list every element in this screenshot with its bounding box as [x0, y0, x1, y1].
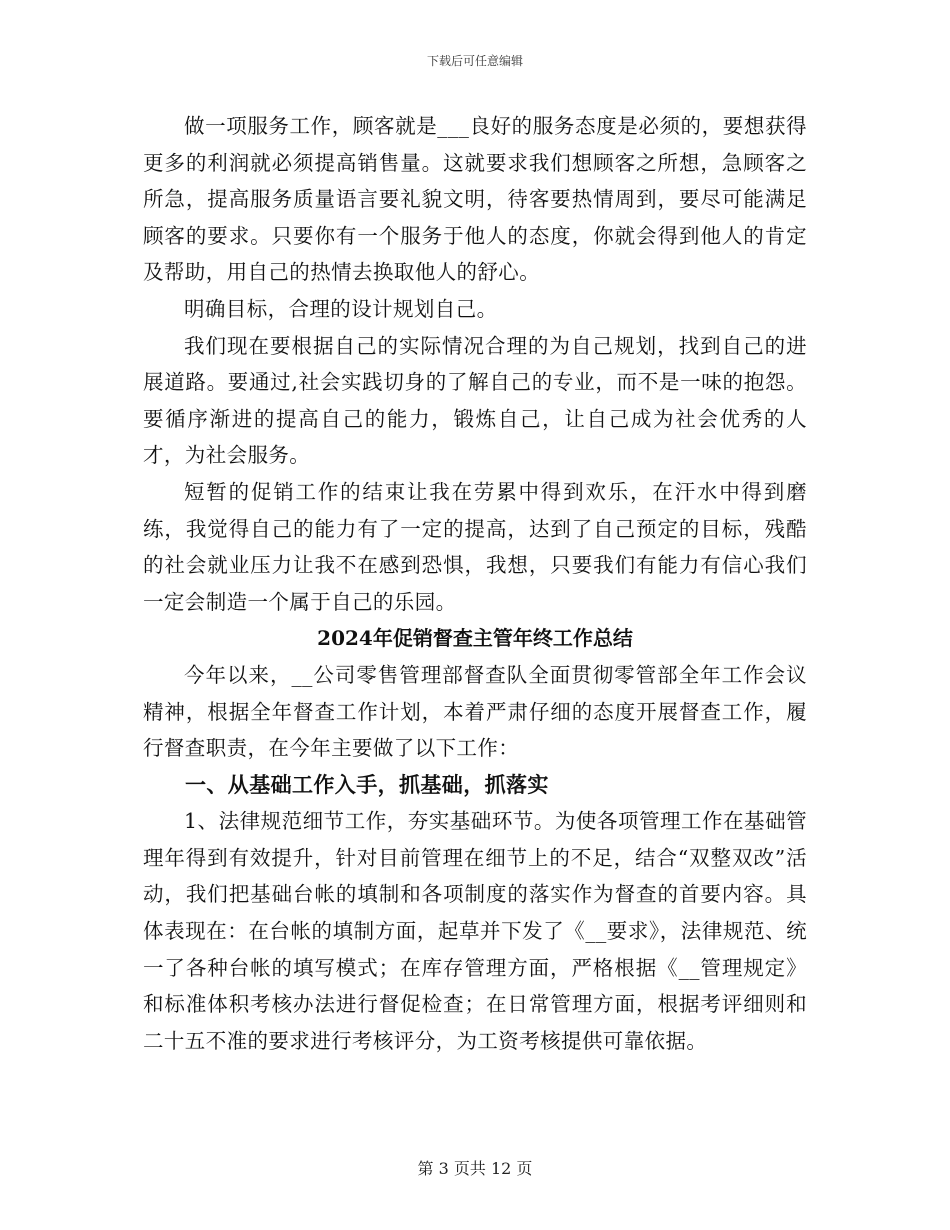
section-title: 2024年促销督查主管年终工作总结 [317, 626, 633, 651]
paragraph-intro: 今年以来，__公司零售管理部督查队全面贯彻零管部全年工作会议精神，根据全年督查工作计划，本着严肃仔细的态度开展督查工作，履行督查职责，在今年主要做了以下工作： [143, 662, 807, 761]
page-footer: 第 3 页共 12 页 [417, 1159, 533, 1178]
page-header: 下载后可任意编辑 [426, 54, 523, 68]
paragraph-self-planning: 我们现在要根据自己的实际情况合理的为自己规划，找到自己的进展道路。要通过,社会实践切身的了解自己的专业，而不是一味的抱怨。要循序渐进的提高自己的能力，锻炼自己，让自己成为社会优秀的人才，为社会服务。 [143, 333, 807, 468]
paragraph-promotion-summary: 短暂的促销工作的结束让我在劳累中得到欢乐，在汗水中得到磨练，我觉得自己的能力有了一定的提高，达到了自己预定的目标，残酷的社会就业压力让我不在感到恐惧，我想，只要我们有能力有信心我们一定会制造一个属于自己的乐园。 [143, 479, 807, 614]
paragraph-clear-goals: 明确目标，合理的设计规划自己。 [184, 296, 498, 321]
section-heading-1: 一、从基础工作入手，抓基础，抓落实 [185, 771, 549, 797]
paragraph-item-1: 1、法律规范细节工作，夯实基础环节。为使各项管理工作在基础管理年得到有效提升，针对目前管理在细节上的不足，结合“双整双改”活动，我们把基础台帐的填制和各项制度的落实作为督查的首要内容。具体表现在：在台帐的填制方面，起草并下发了《__要求》，法律规范、统一了各种台帐的填写模式；在库存管理方面，严格根据《__管理规定》和标准体积考核办法进行督促检查；在日常管理方面，根据考评细则和二十五不准的要求进行考核评分，为工资考核提供可靠依据。 [143, 809, 807, 1053]
document-body [143, 108, 807, 1059]
paragraph-service-attitude: 做一项服务工作，顾客就是___良好的服务态度是必须的，要想获得更多的利润就必须提高销售量。这就要求我们想顾客之所想，急顾客之所急，提高服务质量语言要礼貌文明，待客要热情周到，要尽可能满足顾客的要求。只要你有一个服务于他人的态度，你就会得到他人的肯定及帮助，用自己的热情去换取他人的舒心。 [143, 114, 807, 285]
